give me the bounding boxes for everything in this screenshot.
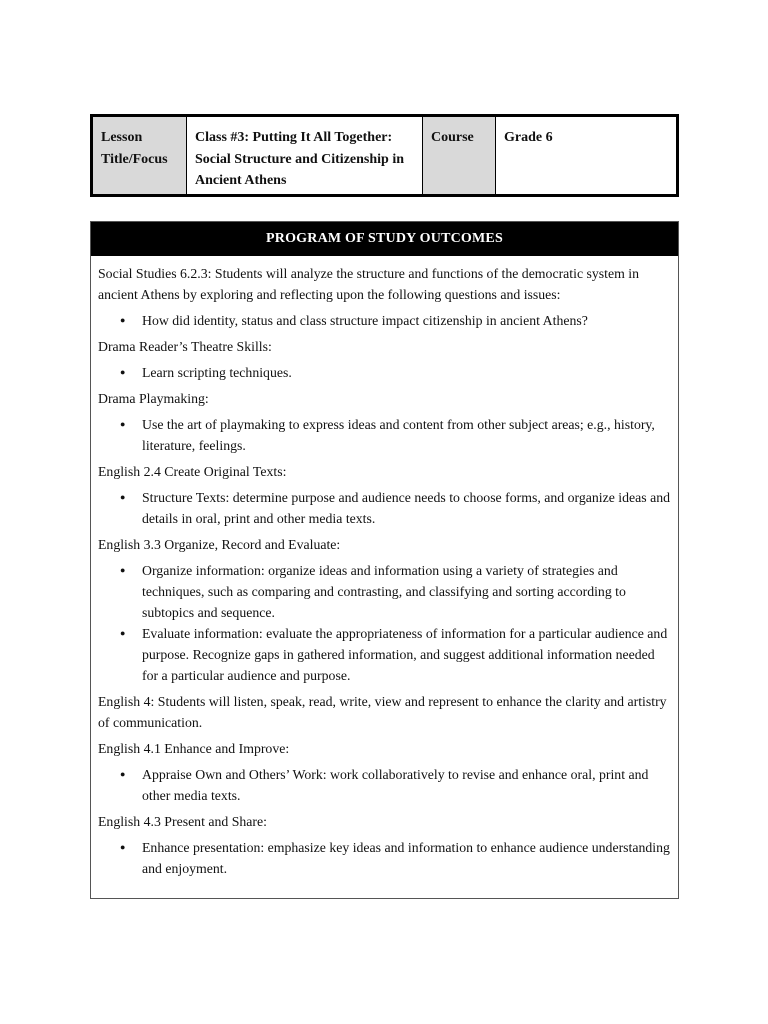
outcome-bullet-list — [98, 414, 671, 456]
outcome-bullet — [98, 764, 671, 806]
bullet-icon: ● — [120, 492, 126, 502]
outcome-bullet — [98, 414, 671, 456]
bullet-icon: ● — [120, 565, 126, 575]
outcome-bullet-list — [98, 487, 671, 529]
lesson-header-table — [90, 114, 679, 197]
course-value: Grade 6 — [496, 116, 678, 196]
outcome-bullet-text: Use the art of playmaking to express ideas and content from other subject areas; e.g., history, literature, feelings. — [142, 417, 655, 453]
outcome-paragraph: English 4.1 Enhance and Improve: — [98, 741, 290, 756]
lesson-header-row — [92, 116, 678, 196]
outcome-paragraph: Drama Playmaking: — [98, 391, 209, 406]
lesson-title-label: Lesson Title/Focus — [92, 116, 187, 196]
outcome-bullet-list — [98, 837, 671, 879]
lesson-title-value: Class #3: Putting It All Together: Social Structure and Citizenship in Ancient Athens — [187, 116, 423, 196]
outcome-bullet-text: Structure Texts: determine purpose and audience needs to choose forms, and organize ideas and details in oral, print and other media texts. — [142, 490, 670, 526]
outcome-bullet-text: Organize information: organize ideas and information using a variety of strategies and techniques, such as comparing and contrasting, and classifying and sorting according to subtopics and sequence. — [142, 563, 626, 620]
bullet-icon: ● — [120, 419, 126, 429]
program-of-study-outcomes — [90, 221, 679, 899]
outcomes-body — [91, 256, 678, 879]
outcome-paragraph: English 3.3 Organize, Record and Evaluate: — [98, 537, 341, 552]
outcome-paragraph: Drama Reader’s Theatre Skills: — [98, 339, 272, 354]
outcome-bullet-text: How did identity, status and class structure impact citizenship in ancient Athens? — [142, 313, 588, 328]
bullet-icon: ● — [120, 367, 126, 377]
outcome-paragraph: English 4.3 Present and Share: — [98, 814, 267, 829]
outcome-paragraph: English 4: Students will listen, speak, read, write, view and represent to enhance the clarity and artistry of communication. — [98, 694, 667, 730]
outcome-bullet-list — [98, 310, 671, 331]
outcome-bullet-list — [98, 560, 671, 686]
outcome-bullet-text: Appraise Own and Others’ Work: work collaboratively to revise and enhance oral, print and other media texts. — [142, 767, 649, 803]
outcome-bullet-text: Enhance presentation: emphasize key ideas and information to enhance audience understanding and enjoyment. — [142, 840, 670, 876]
bullet-icon: ● — [120, 842, 126, 852]
outcome-bullet-list — [98, 764, 671, 806]
outcome-bullet-text: Evaluate information: evaluate the appropriateness of information for a particular audience and purpose. Recognize gaps in gathered information, and suggest additional information needed for a particular audience and purpose. — [142, 626, 668, 683]
outcome-bullet — [98, 837, 671, 879]
outcome-bullet — [98, 310, 671, 331]
outcome-bullet-text: Learn scripting techniques. — [142, 365, 292, 380]
outcomes-heading: PROGRAM OF STUDY OUTCOMES — [91, 222, 678, 256]
outcome-bullet — [98, 487, 671, 529]
outcome-paragraph: Social Studies 6.2.3: Students will analyze the structure and functions of the democratic system in ancient Athens by exploring and reflecting upon the following questions and issues: — [98, 266, 640, 302]
bullet-icon: ● — [120, 769, 126, 779]
outcome-bullet — [98, 560, 671, 623]
outcome-bullet — [98, 362, 671, 383]
outcome-paragraph: English 2.4 Create Original Texts: — [98, 464, 287, 479]
outcome-bullet-list — [98, 362, 671, 383]
bullet-icon: ● — [120, 315, 126, 325]
outcome-bullet — [98, 623, 671, 686]
course-label: Course — [423, 116, 496, 196]
bullet-icon: ● — [120, 628, 126, 638]
